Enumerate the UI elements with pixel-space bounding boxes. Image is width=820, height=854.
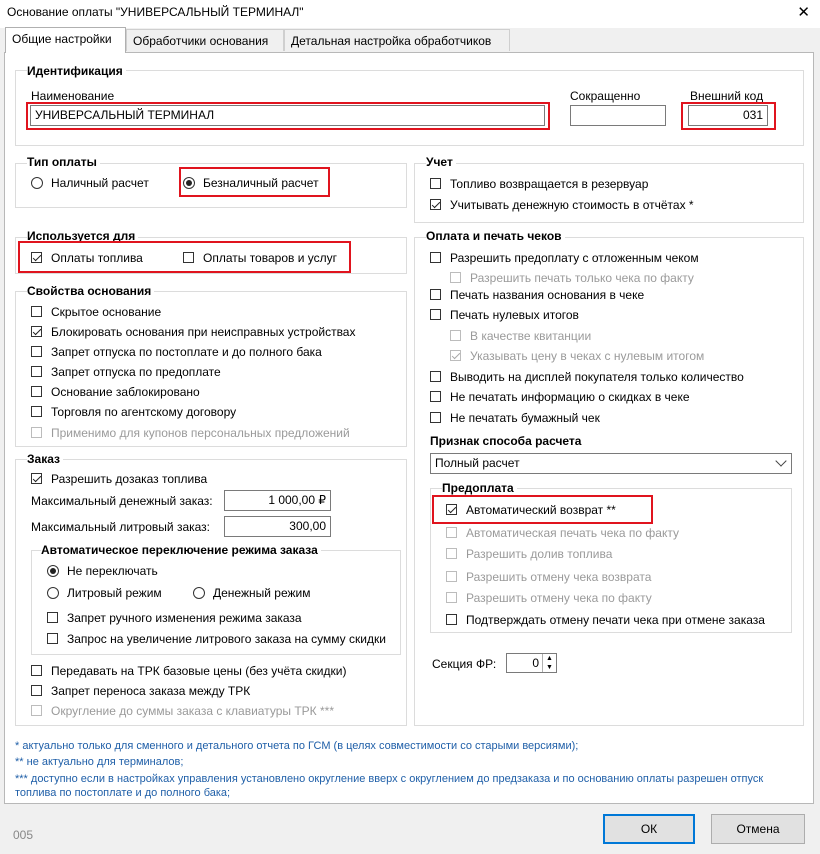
cashless-radio[interactable] [183,177,195,189]
forbid-prepay-label: Запрет отпуска по предоплате [51,365,221,379]
allow-prepay-label: Разрешить предоплату с отложенным чеком [450,251,699,265]
note-2: ** не актуально для терминалов; [15,756,184,768]
payment-type-title: Тип оплаты [27,155,100,169]
send-base-checkbox[interactable] [31,665,42,676]
no-paper-checkbox[interactable] [430,412,441,423]
goods-checkbox[interactable] [183,252,194,263]
auto-print-checkbox[interactable] [446,527,457,538]
allow-cancel-return-checkbox[interactable] [446,571,457,582]
close-icon[interactable]: ✕ [797,4,810,21]
cash-label: Наличный расчет [51,176,149,190]
note-3b: топлива по постоплате и до полного бака; [15,787,231,799]
cash-radio[interactable] [31,177,43,189]
max-liter-label: Максимальный литровый заказ: [31,520,211,534]
allow-print-fact-label: Разрешить печать только чека по факту [470,271,694,285]
allow-cancel-fact-label: Разрешить отмену чека по факту [466,591,652,605]
fuel-return-checkbox[interactable] [430,178,441,189]
fuel-label: Оплаты топлива [51,251,143,265]
auto-switch-title: Автоматическое переключение режима заказа [41,543,321,557]
spin-up-icon[interactable]: ▲ [546,655,553,662]
footer-code: 005 [13,828,34,842]
settlement-value: Полный расчет [435,456,520,470]
show-price-checkbox[interactable] [450,350,461,361]
max-money-input[interactable]: 1 000,00 ₽ [224,490,331,511]
auto-print-label: Автоматическая печать чека по факту [466,526,679,540]
prepay-title: Предоплата [442,481,517,495]
forbid-manual-label: Запрет ручного изменения режима заказа [67,611,302,625]
extcode-input[interactable]: 031 [688,105,768,126]
no-discount-info-checkbox[interactable] [430,391,441,402]
display-qty-label: Выводить на дисплей покупателя только количество [450,370,744,384]
show-price-label: Указывать цену в чеках с нулевым итогом [470,349,705,363]
order-title: Заказ [27,452,63,466]
cancel-button[interactable]: Отмена [711,814,805,844]
no-switch-radio[interactable] [47,565,59,577]
hidden-label: Скрытое основание [51,305,162,319]
fuel-checkbox[interactable] [31,252,42,263]
accounting-group [414,163,804,223]
short-name-input[interactable] [570,105,666,126]
blocked-checkbox[interactable] [31,386,42,397]
block-faulty-checkbox[interactable] [31,326,42,337]
allow-extra-label: Разрешить дозаказ топлива [51,472,208,486]
cashless-label: Безналичный расчет [203,176,319,190]
tab-handler-details[interactable]: Детальная настройка обработчиков [284,29,510,51]
as-receipt-label: В качестве квитанции [470,329,592,343]
send-base-label: Передавать на ТРК базовые цены (без учёта скидки) [51,664,347,678]
max-liter-input[interactable]: 300,00 [224,516,331,537]
forbid-postpay-checkbox[interactable] [31,346,42,357]
liter-mode-label: Литровый режим [67,586,162,600]
forbid-postpay-label: Запрет отпуска по постоплате и до полного бака [51,345,322,359]
chevron-down-icon [775,455,786,466]
spin-down-icon[interactable]: ▼ [546,664,553,671]
note-3a: *** доступно если в настройках управления установлено округление вверх с округлением до предзаказа и по основанию оплаты разрешен отпуск [15,773,764,785]
properties-title: Свойства основания [27,284,154,298]
allow-refill-label: Разрешить долив топлива [466,547,613,561]
print-zero-checkbox[interactable] [430,309,441,320]
confirm-cancel-checkbox[interactable] [446,614,457,625]
money-value-checkbox[interactable] [430,199,441,210]
forbid-transfer-label: Запрет переноса заказа между ТРК [51,684,251,698]
print-name-label: Печать названия основания в чеке [450,288,645,302]
as-receipt-checkbox[interactable] [450,330,461,341]
forbid-manual-checkbox[interactable] [47,612,58,623]
request-increase-label: Запрос на увеличение литрового заказа на сумму скидки [67,632,386,646]
forbid-prepay-checkbox[interactable] [31,366,42,377]
tab-handlers[interactable]: Обработчики основания [126,29,284,51]
used-for-title: Используется для [27,229,138,243]
money-mode-radio[interactable] [193,587,205,599]
agent-label: Торговля по агентскому договору [51,405,237,419]
note-1: * актуально только для сменного и детального отчета по ГСМ (в целях совместимости со старыми версиями); [15,740,579,752]
window-title: Основание оплаты "УНИВЕРСАЛЬНЫЙ ТЕРМИНАЛ" [7,5,304,19]
max-money-label: Максимальный денежный заказ: [31,494,213,508]
coupons-checkbox[interactable] [31,427,42,438]
auto-return-label: Автоматический возврат ** [466,503,616,517]
extcode-label: Внешний код [690,89,764,103]
no-switch-label: Не переключать [67,564,158,578]
title-bar [0,0,820,28]
no-discount-info-label: Не печатать информацию о скидках в чеке [450,390,690,404]
agent-checkbox[interactable] [31,406,42,417]
coupons-label: Применимо для купонов персональных предложений [51,426,350,440]
section-spinner[interactable] [506,653,557,673]
blocked-label: Основание заблокировано [51,385,200,399]
forbid-transfer-checkbox[interactable] [31,685,42,696]
no-paper-label: Не печатать бумажный чек [450,411,600,425]
accounting-title: Учет [426,155,456,169]
request-increase-checkbox[interactable] [47,633,58,644]
confirm-cancel-label: Подтверждать отмену печати чека при отмене заказа [466,613,765,627]
tab-general[interactable]: Общие настройки [5,27,126,53]
allow-cancel-return-label: Разрешить отмену чека возврата [466,570,652,584]
rounding-label: Округление до суммы заказа с клавиатуры ТРК *** [51,704,335,718]
liter-mode-radio[interactable] [47,587,59,599]
money-mode-label: Денежный режим [213,586,311,600]
allow-cancel-fact-checkbox[interactable] [446,592,457,603]
print-name-checkbox[interactable] [430,289,441,300]
display-qty-checkbox[interactable] [430,371,441,382]
allow-prepay-checkbox[interactable] [430,252,441,263]
section-label: Секция ФР: [432,657,497,671]
identification-title: Идентификация [27,64,126,78]
ok-button[interactable]: ОК [603,814,695,844]
goods-label: Оплаты товаров и услуг [203,251,337,265]
block-faulty-label: Блокировать основания при неисправных устройствах [51,325,356,339]
hidden-checkbox[interactable] [31,306,42,317]
auto-return-checkbox[interactable] [446,504,457,515]
print-zero-label: Печать нулевых итогов [450,308,579,322]
fuel-return-label: Топливо возвращается в резервуар [450,177,649,191]
settlement-title: Признак способа расчета [430,434,584,448]
name-input[interactable]: УНИВЕРСАЛЬНЫЙ ТЕРМИНАЛ [30,105,545,126]
rounding-checkbox[interactable] [31,705,42,716]
allow-refill-checkbox[interactable] [446,548,457,559]
settlement-select[interactable] [430,453,792,474]
allow-extra-checkbox[interactable] [31,473,42,484]
receipts-title: Оплата и печать чеков [426,229,565,243]
short-label: Сокращенно [570,89,641,103]
name-label: Наименование [31,89,115,103]
section-value: 0 [532,656,539,670]
allow-print-fact-checkbox[interactable] [450,272,461,283]
money-value-label: Учитывать денежную стоимость в отчётах * [450,198,694,212]
